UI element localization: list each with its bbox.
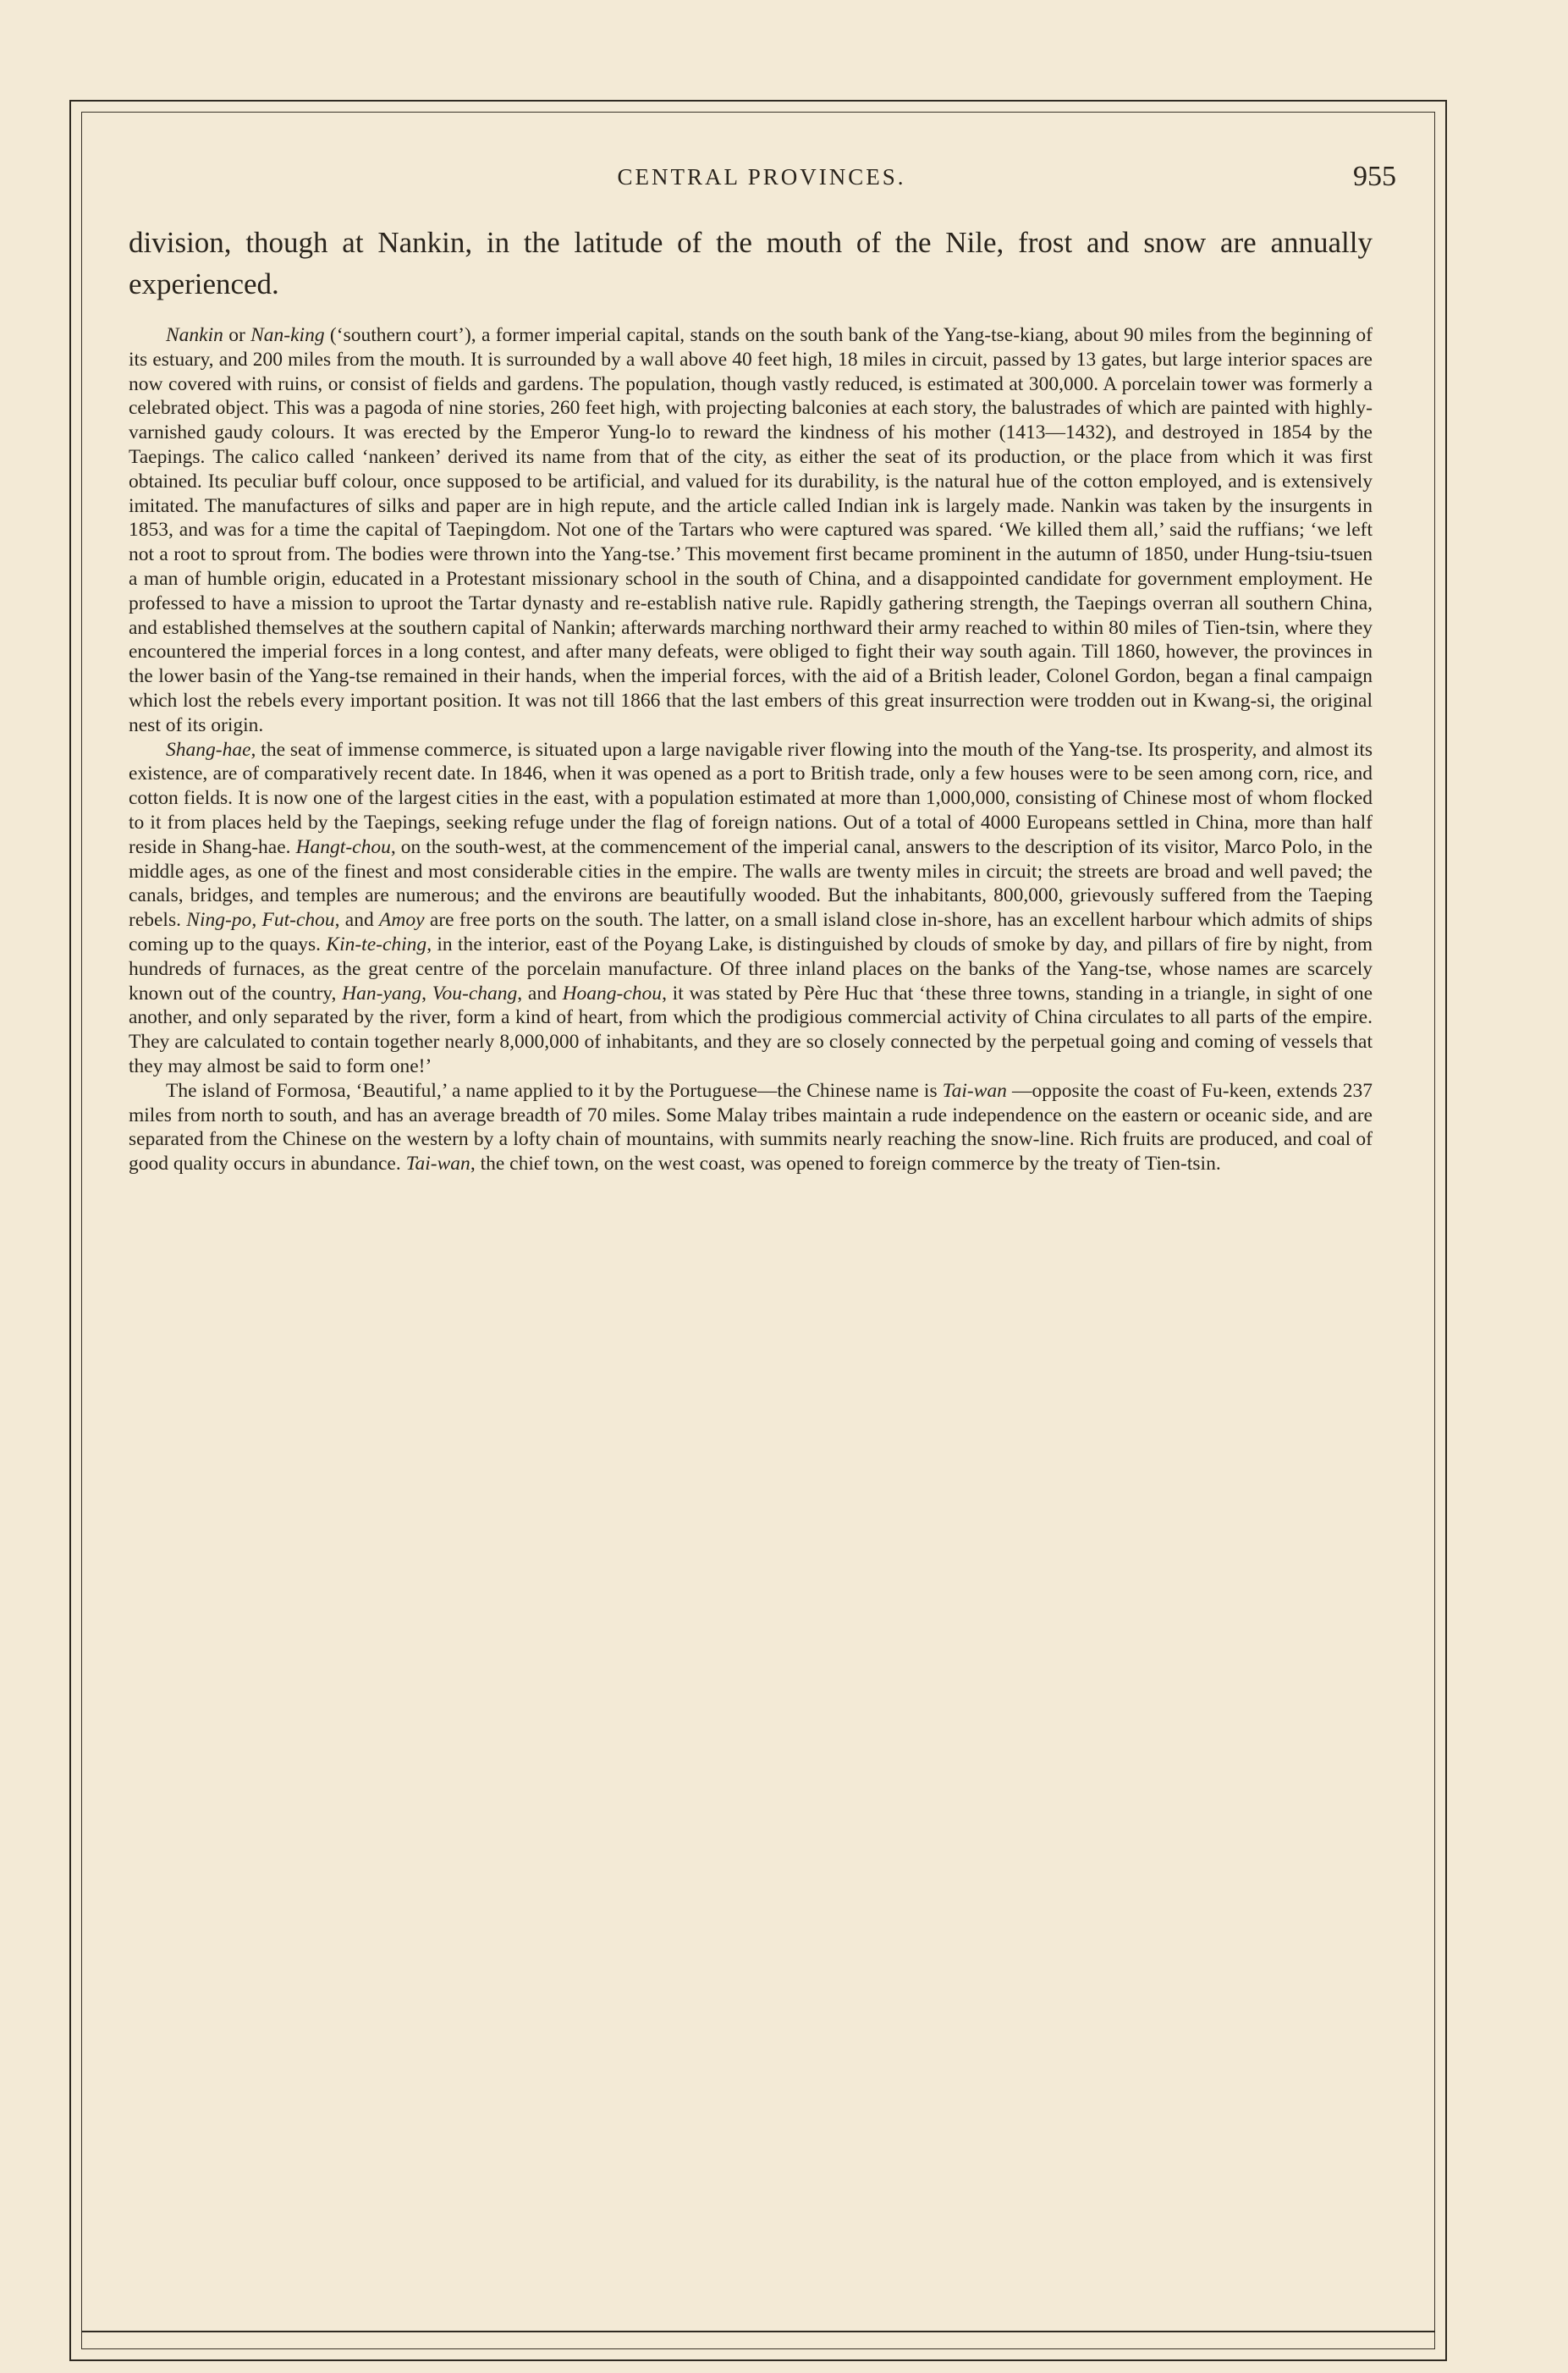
- text-run: , and: [334, 909, 380, 932]
- page-header: [127, 161, 1396, 198]
- place-name: Fut-chou: [261, 909, 335, 932]
- page-number: 955: [1353, 161, 1396, 192]
- place-name: Han-yang: [342, 982, 422, 1005]
- article-body: [129, 323, 1373, 1176]
- text-run: , the seat of immense commerce, is situated upon a large navigable river flowing into the mouth of the Yang-tse. Its prosperity, and almost its existence, are of comparatively recent date. In 1846, when it was opened as a port to British trade, only a few houses were to be seen among corn, rice, and cotton fields. It is now one of the largest cities in the east, with a population estimated at more than 1,000,000, consisting of Chinese most of whom flocked to it from places held by the Taepings, seeking refuge under the flag of foreign nations. Out of a total of 4000 Europeans settled in China, more than half reside in Shang-hae.: [129, 738, 1373, 858]
- text-run: —opposite the coast of Fu-keen, extends 237 miles from north to south, and has an average breadth of 70 miles. Some Malay tribes maintain a rude independence on the eastern or oceanic side, and are separated from the Chinese on the western by a lofty chain of mountains, with summits nearly reaching the snow-line. Rich fruits are produced, and coal of good quality occurs in abundance.: [129, 1079, 1373, 1175]
- place-name: Tai-wan: [942, 1079, 1007, 1102]
- text-run: ,: [421, 982, 432, 1005]
- text-run: or: [223, 324, 251, 346]
- place-name: Hangt-chou: [295, 835, 391, 858]
- place-name: Amoy: [379, 909, 425, 932]
- running-head: CENTRAL PROVINCES.: [617, 164, 906, 190]
- paragraph-nankin: [129, 323, 1373, 738]
- text-run: , and: [517, 982, 563, 1005]
- place-name: Nan-king: [250, 324, 325, 346]
- text-run: ,: [251, 909, 262, 932]
- place-name: Shang-hae: [166, 738, 251, 761]
- text-run: , on the south-west, at the commencement of the imperial canal, answers to the description of its visitor, Marco Polo, in the middle ages, as one of the finest and most considerable cities in the empire. The walls are twenty miles in circuit; the streets are broad and well paved; the canals, bridges, and temples are numerous; and the environs are beautifully wooded. But the inhabitants, 800,000, grievously suffered from the Taeping rebels.: [129, 835, 1373, 932]
- place-name: Tai-wan: [405, 1153, 470, 1175]
- place-name: Vou-chang: [432, 982, 518, 1005]
- text-run: , the chief town, on the west coast, was opened to foreign commerce by the treaty of Tien-tsin.: [470, 1153, 1221, 1175]
- paragraph-shanghae: [129, 738, 1373, 1079]
- text-run: , it was stated by Père Huc that ‘these three towns, standing in a triangle, in sight of one another, and only separated by the river, form a kind of heart, from which the prodigious commercial activity of China circulates to all parts of the empire. They are calculated to contain together nearly 8,000,000 of inhabitants, and they are so closely connected by the perpetual going and coming of vessels that they may almost be said to form one!’: [129, 982, 1373, 1077]
- lead-text: division, though at Nankin, in the latitude of the mouth of the Nile, frost and snow are annually experienced.: [129, 226, 1373, 300]
- place-name: Kin-te-ching: [326, 933, 427, 955]
- paragraph-formosa: [129, 1079, 1373, 1176]
- place-name: Ning-po: [186, 909, 252, 932]
- text-run: The island of Formosa, ‘Beautiful,’ a name applied to it by the Portuguese—the Chinese name is: [166, 1079, 943, 1102]
- place-name: Hoang-chou: [562, 982, 663, 1005]
- page-border-bottom-rule: [81, 2331, 1435, 2332]
- lead-paragraph: [129, 222, 1373, 305]
- text-run: are free ports on the south. The latter, on a small island close in-shore, has an excellent harbour which admits of ships coming up to the quays.: [129, 909, 1373, 955]
- place-name: Nankin: [166, 324, 223, 346]
- text-run: (‘southern court’), a former imperial capital, stands on the south bank of the Yang-tse-kiang, about 90 miles from the beginning of its estuary, and 200 miles from the mouth. It is surrounded by a wall above 40 feet high, 18 miles in circuit, passed by 13 gates, but large interior spaces are now covered with ruins, or consist of fields and gardens. The population, though vastly reduced, is estimated at 300,000. A porcelain tower was formerly a celebrated object. This was a pagoda of nine stories, 260 feet high, with projecting balconies at each story, the balustrades of which are painted with highly-varnished gaudy colours. It was erected by the Emperor Yung-lo to reward the kindness of his mother (1413—1432), and destroyed in 1854 by the Taepings. The calico called ‘nankeen’ derived its name from that of the city, as either the seat of its production, or the place from which it was first obtained. Its peculiar buff colour, once supposed to be artificial, and valued for its durability, is the natural hue of the cotton employed, and is extensively imitated. The manufactures of silks and paper are in high repute, and the article called Indian ink is largely made. Nankin was taken by the insurgents in 1853, and was for a time the capital of Taepingdom. Not one of the Tartars who were captured was spared. ‘We killed them all,’ said the ruffians; ‘we left not a root to sprout from. The bodies were thrown into the Yang-tse.’ This movement first became prominent in the autumn of 1850, under Hung-tsiu-tsuen a man of humble origin, educated in a Protestant missionary school in the south of China, and a disappointed candidate for government employment. He professed to have a mission to uproot the Tartar dynasty and re-establish native rule. Rapidly gathering strength, the Taepings overran all southern China, and established themselves at the southern capital of Nankin; afterwards marching northward their army reached to within 80 miles of Tien-tsin, where they encountered the imperial forces in a long contest, and after many defeats, were obliged to fight their way south again. Till 1860, however, the provinces in the lower basin of the Yang-tse remained in their hands, when the imperial forces, with the aid of a British leader, Colonel Gordon, began a final campaign which lost the rebels every important position. It was not till 1866 that the last embers of this great insurrection were trodden out in Kwang-si, the original nest of its origin.: [129, 324, 1373, 736]
- text-run: , in the interior, east of the Poyang Lake, is distinguished by clouds of smoke by day, and pillars of fire by night, from hundreds of furnaces, as the great centre of the porcelain manufacture. Of three inland places on the banks of the Yang-tse, whose names are scarcely known out of the country,: [129, 933, 1373, 1005]
